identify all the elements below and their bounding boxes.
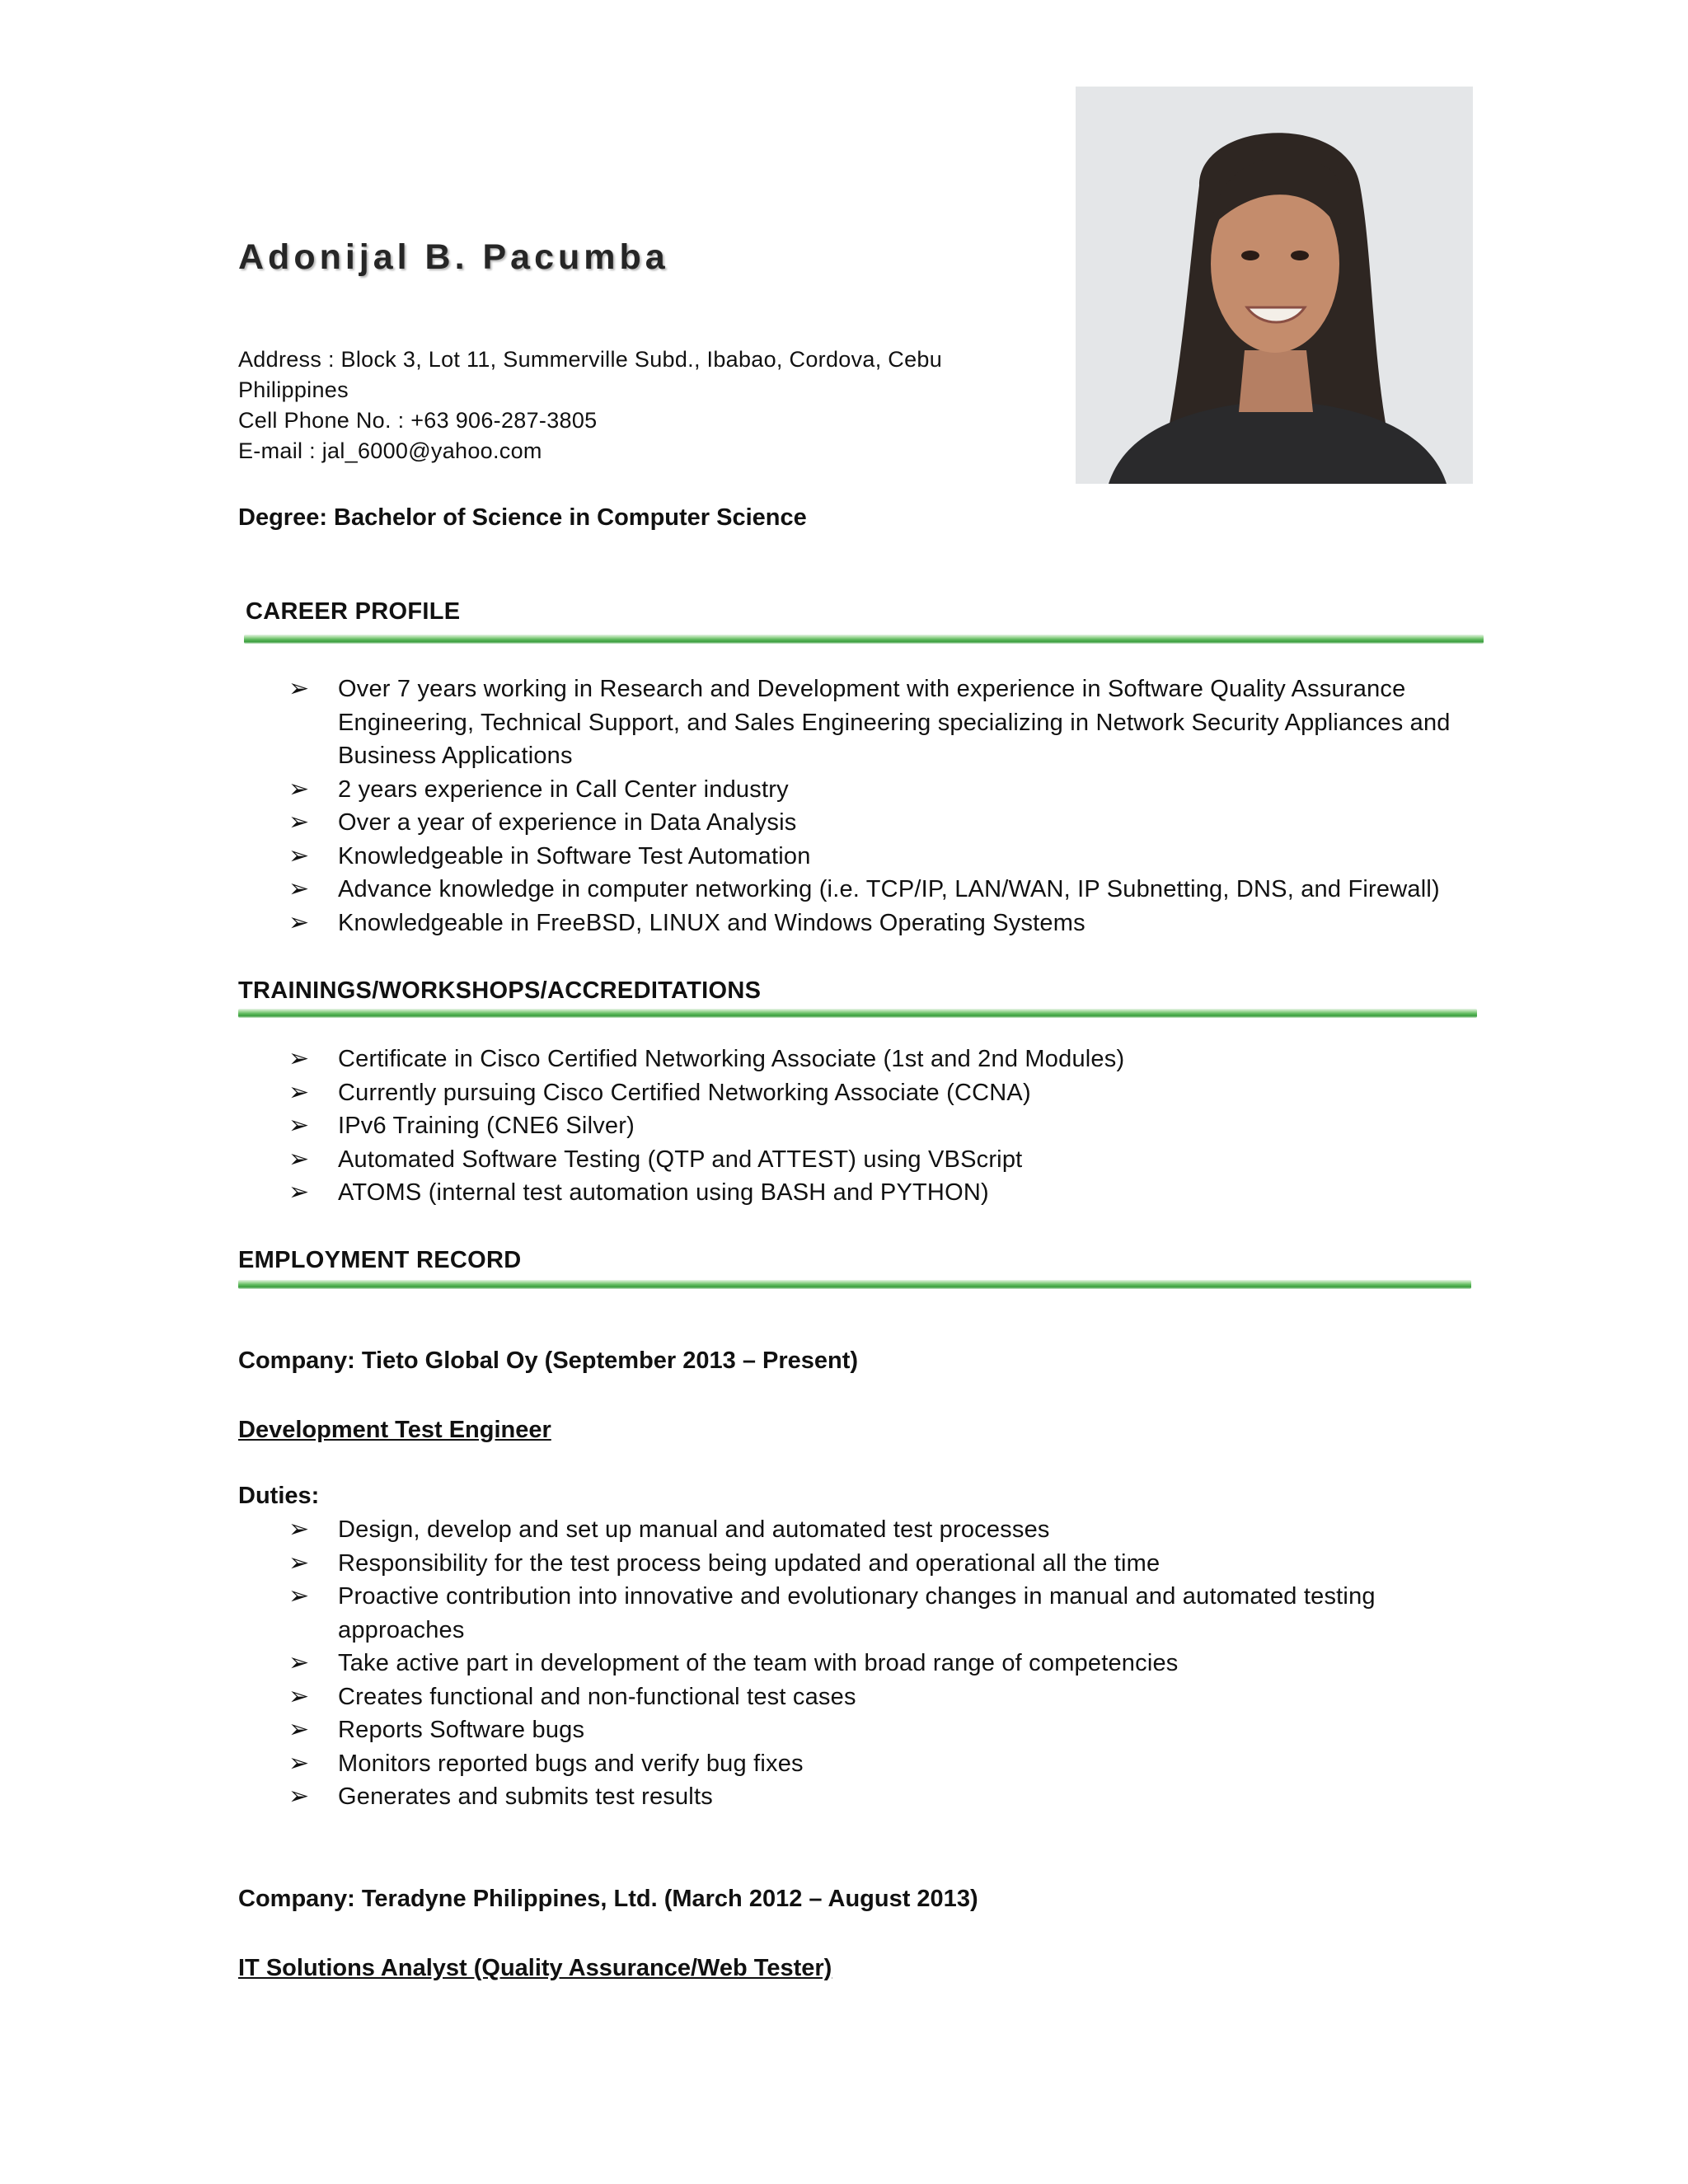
arrow-bullet-icon: ➢ [288,1045,310,1072]
list-item: ➢ Responsibility for the test process being updated and operational all the time [238,1547,1475,1581]
section-divider [244,635,1484,644]
profile-photo-illustration [1076,87,1473,484]
section-divider [238,1280,1471,1289]
section-divider [238,1009,1477,1018]
arrow-bullet-icon: ➢ [288,1716,310,1743]
job2-position: IT Solutions Analyst (Quality Assurance/Web Tester) [238,1955,832,1981]
list-item: ➢ Automated Software Testing (QTP and ATTEST) using VBScript [238,1143,1503,1177]
list-item: ➢ Advance knowledge in computer networking (i.e. TCP/IP, LAN/WAN, IP Subnetting, DNS, and Firewall) [238,873,1503,907]
arrow-bullet-icon: ➢ [288,1649,310,1676]
applicant-name: Adonijal B. Pacumba [238,237,669,277]
arrow-bullet-icon: ➢ [288,908,310,936]
arrow-bullet-icon: ➢ [288,1783,310,1810]
list-item: ➢ Over a year of experience in Data Analysis [238,806,1503,840]
arrow-bullet-icon: ➢ [288,841,310,869]
list-item: ➢ Reports Software bugs [238,1713,1475,1747]
phone-line: Cell Phone No. : +63 906-287-3805 [238,408,598,433]
job1-duties-list [238,1513,1475,1814]
arrow-bullet-icon: ➢ [288,675,310,702]
job2-company: Company: Teradyne Philippines, Ltd. (March 2012 – August 2013) [238,1886,978,1912]
email-label: E-mail : [238,438,322,463]
list-item: ➢ Design, develop and set up manual and automated test processes [238,1513,1475,1547]
career-profile-list [238,673,1503,940]
list-item: ➢ Creates functional and non-functional test cases [238,1680,1475,1714]
arrow-bullet-icon: ➢ [288,1749,310,1777]
list-item: ➢ IPv6 Training (CNE6 Silver) [238,1109,1503,1143]
contact-block [238,344,942,466]
arrow-bullet-icon: ➢ [288,1582,310,1610]
arrow-bullet-icon: ➢ [288,775,310,803]
list-item: ➢ Generates and submits test results [238,1780,1475,1814]
job1-position: Development Test Engineer [238,1417,551,1443]
list-item: ➢ Monitors reported bugs and verify bug fixes [238,1747,1475,1781]
list-item: ➢ Currently pursuing Cisco Certified Networking Associate (CCNA) [238,1076,1503,1110]
section-title-employment: EMPLOYMENT RECORD [238,1247,522,1273]
job1-duties-label: Duties: [238,1483,320,1509]
arrow-bullet-icon: ➢ [288,1549,310,1577]
arrow-bullet-icon: ➢ [288,1516,310,1543]
email-line [238,436,942,466]
address-line-2: Philippines [238,377,349,402]
arrow-bullet-icon: ➢ [288,875,310,902]
list-item: ➢ Take active part in development of the team with broad range of competencies [238,1647,1475,1680]
arrow-bullet-icon: ➢ [288,1145,310,1173]
profile-photo [1076,87,1473,484]
arrow-bullet-icon: ➢ [288,1179,310,1206]
job1-company: Company: Tieto Global Oy (September 2013 – Present) [238,1347,859,1374]
list-item: ➢ Over 7 years working in Research and Development with experience in Software Quality Assurance Engineering, Technical Support, and Sales Engineering specializing in Network Security Appliances and Business Applications [238,673,1503,773]
list-item: ➢ Knowledgeable in Software Test Automation [238,840,1503,874]
arrow-bullet-icon: ➢ [288,1112,310,1139]
list-item: ➢ ATOMS (internal test automation using BASH and PYTHON) [238,1176,1503,1210]
list-item: ➢ 2 years experience in Call Center industry [238,773,1503,807]
section-title-trainings: TRAININGS/WORKSHOPS/ACCREDITATIONS [238,977,762,1004]
section-title-career-profile: CAREER PROFILE [246,598,461,625]
list-item: ➢ Knowledgeable in FreeBSD, LINUX and Windows Operating Systems [238,907,1503,940]
trainings-list [238,1043,1503,1210]
email-address[interactable]: jal_6000@yahoo.com [321,438,542,463]
list-item: ➢ Proactive contribution into innovative and evolutionary changes in manual and automated testing approaches [238,1580,1475,1647]
list-item: ➢ Certificate in Cisco Certified Networking Associate (1st and 2nd Modules) [238,1043,1503,1076]
degree: Degree: Bachelor of Science in Computer Science [238,504,807,531]
arrow-bullet-icon: ➢ [288,1078,310,1106]
arrow-bullet-icon: ➢ [288,1682,310,1710]
address-line-1: Address : Block 3, Lot 11, Summerville Subd., Ibabao, Cordova, Cebu [238,347,943,372]
arrow-bullet-icon: ➢ [288,808,310,836]
